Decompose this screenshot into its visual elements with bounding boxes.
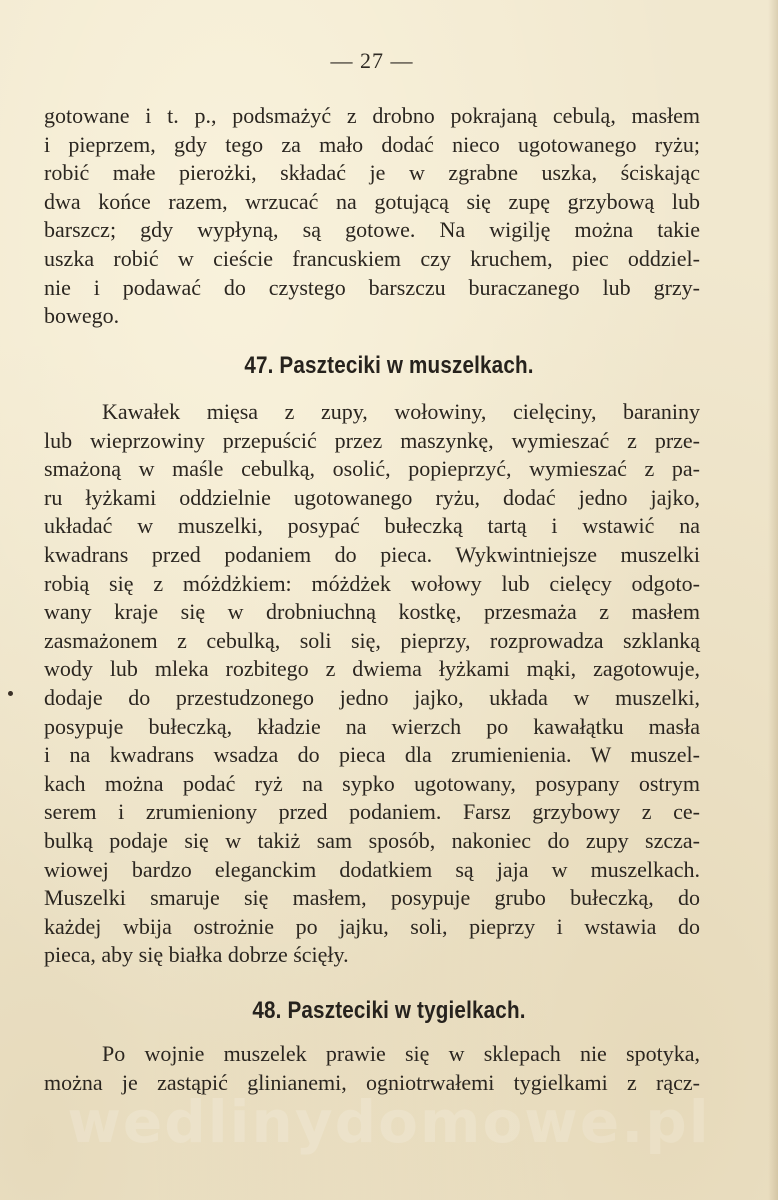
text-line: i na kwadrans wsadza do pieca dla zrumienienia. W muszel-: [44, 742, 700, 768]
text-line: nie i podawać do czystego barszczu buraczanego lub grzy-: [44, 274, 700, 300]
text-line: dwa końce razem, wrzucać na gotującą się zupę grzybową lub: [44, 188, 700, 214]
text-line: Kawałek mięsa z zupy, wołowiny, cielęciny, baraniny: [102, 399, 700, 424]
page-edge-shadow: [768, 0, 778, 1200]
page-number: — 27 —: [330, 48, 414, 73]
text-line: wiowej bardzo eleganckim dodatkiem są jaja w muszelkach.: [44, 856, 700, 882]
paragraph-paszteciki-w-tygielkach: [44, 1040, 700, 1097]
text-line: uszka robić w cieście francuskiem czy kruchem, piec oddziel-: [44, 245, 700, 271]
watermark: wedlinydomowe.pl: [67, 1088, 711, 1156]
text-line: Muszelki smaruje się masłem, posypuje grubo bułeczką, do: [44, 885, 700, 911]
text-line: robią się z móżdżkiem: móżdżek wołowy lub cielęcy odgoto-: [44, 570, 700, 596]
paragraph-paszteciki-w-muszelkach: [44, 398, 700, 970]
text-line: układać w muszelki, posypać bułeczką tartą i wstawić na: [44, 513, 700, 539]
text-line: i pieprzem, gdy tego za mało dodać nieco ugotowanego ryżu;: [44, 131, 700, 157]
text-line: wany kraje się w drobniuchną kostkę, przesmaża z masłem: [44, 599, 700, 625]
text-line: kach można podać ryż na sypko ugotowany, posypany ostrym: [44, 770, 700, 796]
section-heading-48: 48. Paszteciki w tygielkach.: [252, 997, 526, 1024]
section-heading-47: 47. Paszteciki w muszelkach.: [244, 352, 534, 379]
text-line: ru łyżkami oddzielnie ugotowanego ryżu, dodać jedno jajko,: [44, 484, 700, 510]
text-line: robić małe pierożki, składać je w zgrabne uszka, ściskając: [44, 160, 700, 186]
text-line: smażoną w maśle cebulką, osolić, popieprzyć, wymieszać z pa-: [44, 456, 700, 482]
text-line: można je zastąpić glinianemi, ogniotrwałemi tygielkami z rącz-: [44, 1069, 700, 1095]
text-line: serem i zrumieniony przed podaniem. Farsz grzybowy z ce-: [44, 799, 700, 825]
margin-mark: [8, 691, 13, 696]
text-line: zasmażonem z cebulką, soli się, pieprzy, rozprowadza szklanką: [44, 627, 700, 653]
text-line: lub wieprzowiny przepuścić przez maszynkę, wymieszać z prze-: [44, 427, 700, 453]
text-line: pieca, aby się białka dobrze ścięły.: [44, 942, 349, 968]
text-line: gotowane i t. p., podsmażyć z drobno pokrajaną cebulą, masłem: [44, 103, 700, 128]
text-line: bowego.: [44, 303, 120, 329]
text-line: bulką podaje się w takiż sam sposób, nakoniec do zupy szcza-: [44, 827, 700, 853]
text-line: barszcz; gdy wypłyną, są gotowe. Na wigilję można takie: [44, 217, 700, 243]
text-line: Po wojnie muszelek prawie się w sklepach nie spotyka,: [102, 1041, 700, 1066]
text-line: dodaje do przestudzonego jedno jajko, układa w muszelki,: [44, 684, 700, 710]
text-line: każdej wbija ostrożnie po jajku, soli, pieprzy i wstawia do: [44, 913, 700, 939]
text-line: posypuje bułeczką, kładzie na wierzch po kawałątku masła: [44, 713, 700, 739]
text-line: wody lub mleka rozbitego z dwiema łyżkami mąki, zagotowuje,: [44, 656, 700, 682]
paragraph-continued-uszka: [44, 102, 700, 331]
text-line: kwadrans przed podaniem do pieca. Wykwintniejsze muszelki: [44, 541, 700, 567]
